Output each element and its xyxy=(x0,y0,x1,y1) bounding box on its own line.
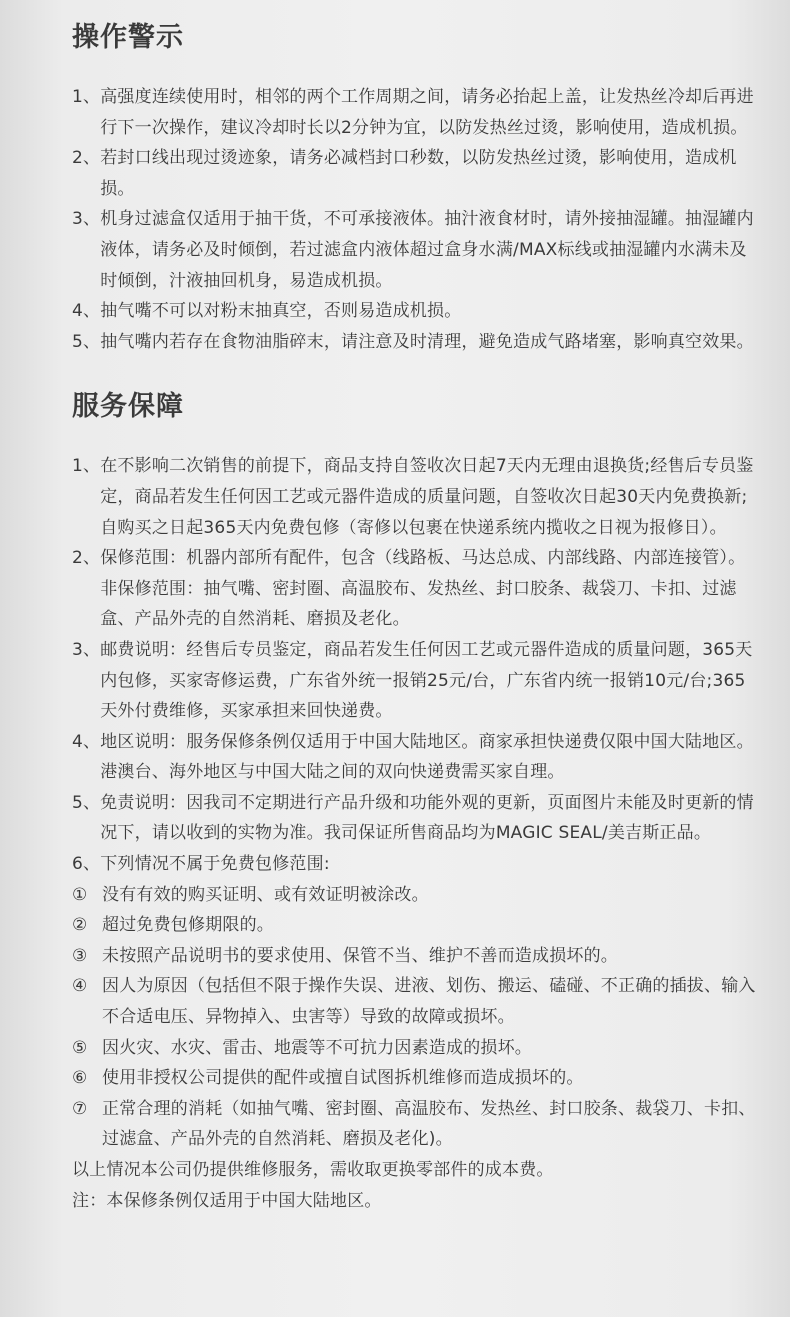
item-text: 抽气嘴不可以对粉末抽真空，否则易造成机损。 xyxy=(100,301,462,322)
service-footer-note: 以上情况本公司仍提供维修服务，需收取更换零部件的成本费。 xyxy=(72,1160,554,1180)
item-text: 保修范围：机器内部所有配件，包含（线路板、马达总成、内部线路、内部连接管）。非保修范围：抽气嘴、密封圈、高温胶布、发热丝、封口胶条、裁袋刀、卡扣、过滤盒、产品外壳的自然消耗、磨损及老化。 xyxy=(100,548,746,630)
item-number: 6、 xyxy=(72,854,101,875)
warning-item xyxy=(72,296,762,327)
service-item xyxy=(72,727,762,788)
operation-warning-section xyxy=(72,18,762,357)
service-item xyxy=(72,635,762,727)
exclusion-item xyxy=(72,1033,762,1064)
warning-title: 操作警示 xyxy=(72,22,184,53)
item-number: 4、 xyxy=(72,731,101,752)
service-title: 服务保障 xyxy=(72,391,184,423)
item-number: 2、 xyxy=(72,548,101,569)
exclusion-item xyxy=(72,971,762,1032)
service-item xyxy=(72,849,762,880)
item-number: ③ xyxy=(72,945,88,966)
exclusion-item xyxy=(72,880,762,911)
item-number: ⑥ xyxy=(72,1068,88,1089)
item-number: 3、 xyxy=(72,209,101,230)
item-number: ① xyxy=(72,884,88,905)
item-text: 高强度连续使用时，相邻的两个工作周期之间，请务必抬起上盖，让发热丝冷却后再进行下一次操作，建议冷却时长以2分钟为宜，以防发热丝过烫，影响使用，造成机损。 xyxy=(100,87,754,138)
service-item xyxy=(72,543,762,635)
item-number: 5、 xyxy=(72,792,101,813)
item-text: 机身过滤盒仅适用于抽干货，不可承接液体。抽汁液食材时，请外接抽湿罐。抽湿罐内液体，请务必及时倾倒，若过滤盒内液体超过盒身水满/MAX标线或抽湿罐内水满未及时倾倒，汁液抽回机身，易造成机损。 xyxy=(100,209,754,291)
warranty-page xyxy=(72,18,762,1216)
service-item xyxy=(72,788,762,849)
item-text: 未按照产品说明书的要求使用、保管不当、维护不善而造成损坏的。 xyxy=(102,945,618,966)
warning-item xyxy=(72,143,762,204)
item-text: 使用非授权公司提供的配件或擅自试图拆机维修而造成损坏的。 xyxy=(102,1068,584,1089)
item-text: 因火灾、水灾、雷击、地震等不可抗力因素造成的损坏。 xyxy=(102,1037,532,1058)
item-number: 5、 xyxy=(72,331,101,352)
item-number: ⑦ xyxy=(72,1098,88,1119)
item-text: 超过免费包修期限的。 xyxy=(102,915,274,936)
warning-item xyxy=(72,204,762,296)
warning-item xyxy=(72,327,762,358)
item-number: 1、 xyxy=(72,456,101,477)
warning-list xyxy=(72,82,762,357)
item-text: 因人为原因（包括但不限于操作失误、进液、划伤、搬运、磕碰、不正确的插拔、输入不合适电压、异物掉入、虫害等）导致的故障或损坏。 xyxy=(102,976,756,1028)
item-number: ⑤ xyxy=(72,1037,88,1058)
item-text: 地区说明：服务保修条例仅适用于中国大陆地区。商家承担快递费仅限中国大陆地区。港澳台、海外地区与中国大陆之间的双向快递费需买家自理。 xyxy=(100,731,754,783)
item-text: 抽气嘴内若存在食物油脂碎末，请注意及时清理，避免造成气路堵塞，影响真空效果。 xyxy=(100,331,754,352)
item-text: 正常合理的消耗（如抽气嘴、密封圈、高温胶布、发热丝、封口胶条、裁袋刀、卡扣、过滤盒、产品外壳的自然消耗、磨损及老化)。 xyxy=(102,1098,756,1150)
item-number: ② xyxy=(72,915,88,936)
exclusion-item xyxy=(72,941,762,972)
service-list xyxy=(72,451,762,879)
item-text: 若封口线出现过烫迹象，请务必减档封口秒数，以防发热丝过烫，影响使用，造成机损。 xyxy=(100,148,737,199)
service-item xyxy=(72,451,762,543)
item-text: 邮费说明：经售后专员鉴定，商品若发生任何因工艺或元器件造成的质量问题，365天内包修，买家寄修运费，广东省外统一报销25元/台，广东省内统一报销10元/台;365天外付费维修，买家承担来回快递费。 xyxy=(100,639,753,722)
item-text: 没有有效的购买证明、或有效证明被涂改。 xyxy=(102,884,429,905)
service-guarantee-section xyxy=(72,387,762,1216)
exclusion-item xyxy=(72,1063,762,1094)
warning-item xyxy=(72,82,762,143)
region-note: 注：本保修条例仅适用于中国大陆地区。 xyxy=(72,1190,382,1211)
item-text: 免责说明：因我司不定期进行产品升级和功能外观的更新，页面图片未能及时更新的情况下，请以收到的实物为准。我司保证所售商品均为MAGIC SEAL/美吉斯正品。 xyxy=(100,792,754,844)
item-number: 4、 xyxy=(72,301,101,322)
exclusion-list xyxy=(72,880,762,1155)
item-number: ④ xyxy=(72,976,88,997)
item-text: 下列情况不属于免费包修范围: xyxy=(100,854,330,875)
item-number: 2、 xyxy=(72,148,101,169)
item-number: 3、 xyxy=(72,639,101,660)
exclusion-item xyxy=(72,1094,762,1155)
exclusion-item xyxy=(72,910,762,941)
item-text: 在不影响二次销售的前提下，商品支持自签收次日起7天内无理由退换货;经售后专员鉴定，商品若发生任何因工艺或元器件造成的质量问题，自签收次日起30天内免费换新;自购买之日起365天内免费包修（寄修以包裹在快递系统内揽收之日视为报修日）。 xyxy=(100,456,754,538)
item-number: 1、 xyxy=(72,87,101,107)
